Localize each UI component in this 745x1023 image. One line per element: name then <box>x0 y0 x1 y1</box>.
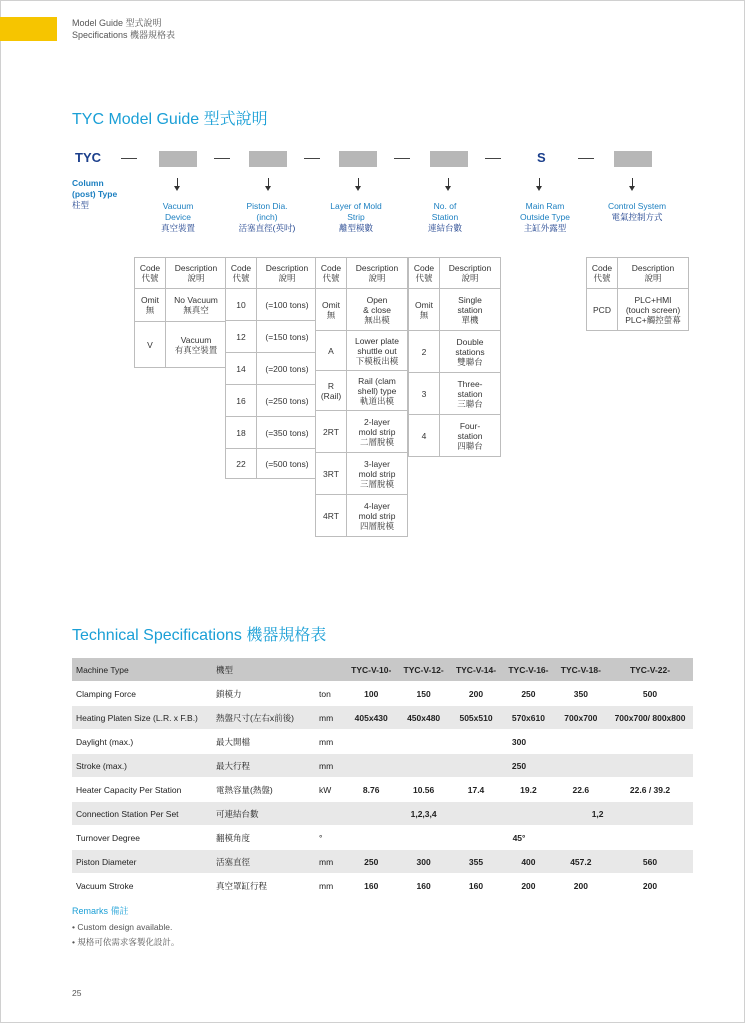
control-code-table: Code 代號 Description 說明 PCD PLC+HMI (touch screen) PLC+觸控螢幕 <box>586 257 689 331</box>
code-slot-station <box>430 151 468 167</box>
dash <box>485 158 501 159</box>
dash <box>121 158 137 159</box>
station-code-table: Code 代號 Description 說明 Omit 無 Single station 單機 2 Double stations 雙聯台 3 Three- station 三聯台 4 Four- station 四聯台 <box>408 257 501 457</box>
table-row: Heating Platen Size (L.R. x F.B.) 熱盤尺寸(左右x前後) mm 405x430 450x480 505x510 570x610 700x700 700x700/ 800x800 <box>72 706 693 730</box>
dash <box>214 158 230 159</box>
down-arrow-icon <box>173 178 182 192</box>
code-slot-piston <box>249 151 287 167</box>
table-row: Daylight (max.) 最大開檔 mm 300 <box>72 730 693 754</box>
category-piston: Piston Dia. (inch) 活塞直徑(英吋) <box>238 201 296 233</box>
table-row: Vacuum Stroke 真空罩缸行程 mm 160 160 160 200 200 200 <box>72 874 693 898</box>
down-arrow-icon <box>628 178 637 192</box>
tech-specs-title: Technical Specifications 機器規格表 <box>72 627 327 644</box>
table-row: Stroke (max.) 最大行程 mm 250 <box>72 754 693 778</box>
accent-bar <box>0 17 57 41</box>
category-column: Column (post) Type 柱型 <box>72 178 118 210</box>
table-row: Connection Station Per Set 可連結台數 1,2,3,4 1,2 <box>72 802 693 826</box>
category-control: Control System 電氣控制方式 <box>607 201 667 222</box>
header-line2: Specifications 機器規格表 <box>72 30 176 40</box>
remark-item: • Custom design available. <box>72 922 173 932</box>
layer-code-table: Code 代號 Description 說明 Omit 無 Open & close 無出模 A Lower plate shuttle out 下模板出模 R (Rail) Rail (clam shell) type 軌道出模 2RT 2-layer mold strip 二層脫模 3RT 3-layer mold strip 三層脫模 4RT 4-layer mold strip 四層脫模 <box>315 257 408 537</box>
table-row: Turnover Degree 翻模角度 ° 45° <box>72 826 693 850</box>
header-line1: Model Guide 型式說明 <box>72 18 162 28</box>
table-row: Clamping Force 鎖模力 ton 100 150 200 250 350 500 <box>72 682 693 706</box>
category-layer: Layer of Mold Strip 離型模數 <box>330 201 382 233</box>
page-number: 25 <box>72 988 82 998</box>
vacuum-code-table: Code 代號 Description 說明 Omit 無 No Vacuum 無真空 V Vacuum 有真空裝置 <box>134 257 227 368</box>
model-guide-title: TYC Model Guide 型式說明 <box>72 111 268 128</box>
down-arrow-icon <box>354 178 363 192</box>
table-row: Piston Diameter 活塞直徑 mm 250 300 355 400 457.2 560 <box>72 850 693 874</box>
main-ram-letter: S <box>537 150 546 165</box>
down-arrow-icon <box>264 178 273 192</box>
spec-table <box>72 658 693 898</box>
table-row: Heater Capacity Per Station 電熱容量(熱盤) kW 8.76 10.56 17.4 19.2 22.6 22.6 / 39.2 <box>72 778 693 802</box>
spec-header-row: Machine Type 機型 TYC-V-10- TYC-V-12- TYC-V-14- TYC-V-16- TYC-V-18- TYC-V-22- <box>72 658 693 682</box>
dash <box>394 158 410 159</box>
down-arrow-icon <box>535 178 544 192</box>
category-station: No. of Station 連結台數 <box>427 201 462 233</box>
code-slot-layer <box>339 151 377 167</box>
category-vacuum: Vacuum Device 真空裝置 <box>160 201 195 233</box>
dash <box>304 158 320 159</box>
model-prefix: TYC <box>75 150 101 165</box>
remarks-title: Remarks 備註 <box>72 906 129 916</box>
code-slot-control <box>614 151 652 167</box>
piston-code-table: Code 代號 Description 說明 10 (=100 tons) 12 (=150 tons) 14 (=200 tons) 16 (=250 tons) 18 (=350 tons) 22 (=500 tons) <box>225 257 318 479</box>
dash <box>578 158 594 159</box>
down-arrow-icon <box>444 178 453 192</box>
code-slot-vacuum <box>159 151 197 167</box>
remark-item: • 規格可依需求客製化設計。 <box>72 937 180 947</box>
category-main-ram: Main Ram Outside Type 主缸外露型 <box>520 201 570 233</box>
